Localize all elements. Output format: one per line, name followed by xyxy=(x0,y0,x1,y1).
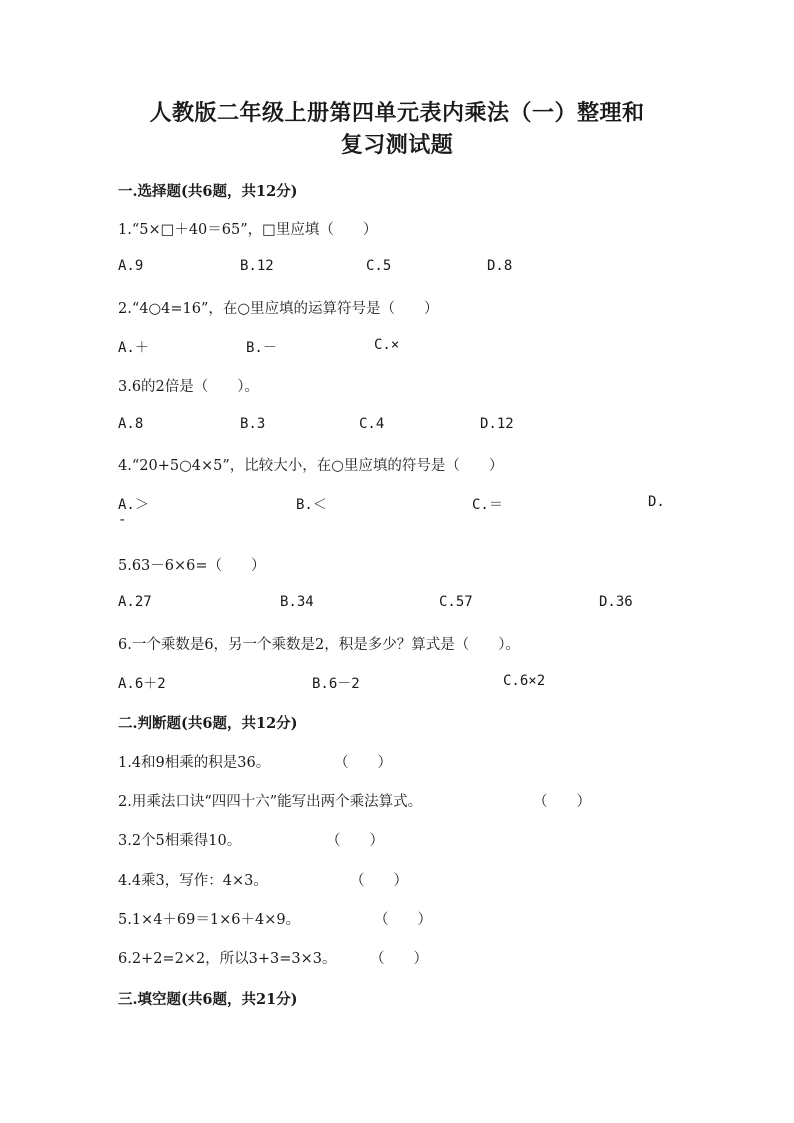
judge-item-4-text: 4.4乘3，写作：4×3。 xyxy=(118,873,268,889)
question-3-option-c: C.4 xyxy=(359,416,385,432)
question-3-option-d: D.12 xyxy=(480,416,514,432)
question-4-option-c: C.＝ xyxy=(472,497,503,513)
judge-item-4-paren: （ ） xyxy=(350,873,408,889)
section-heading-true-false: 二.判断题(共6题，共12分) xyxy=(118,715,298,732)
question-5-option-b: B.34 xyxy=(280,594,314,610)
judge-item-2-paren: （ ） xyxy=(533,794,591,810)
question-1-option-b: B.12 xyxy=(240,258,274,274)
question-1-text: 1.“5×□＋40＝65”，□里应填（ ） xyxy=(118,222,378,238)
judge-item-6-text: 6.2+2=2×2，所以3+3=3×3。 xyxy=(118,951,337,967)
judge-item-3-text: 3.2个5相乘得10。 xyxy=(118,833,242,849)
question-6-text: 6.一个乘数是6，另一个乘数是2，积是多少？算式是（ ）。 xyxy=(118,637,521,653)
judge-item-1-text: 1.4和9相乘的积是36。 xyxy=(118,755,271,771)
question-1-option-a: A.9 xyxy=(118,258,144,274)
question-2-option-b: B.－ xyxy=(246,340,277,356)
document-title-line-1: 人教版二年级上册第四单元表内乘法（一）整理和 xyxy=(149,100,645,126)
document-title-line-2: 复习测试题 xyxy=(340,132,454,158)
question-1-option-d: D.8 xyxy=(487,258,513,274)
question-4-option-d: D. xyxy=(648,494,665,510)
judge-item-6-paren: （ ） xyxy=(370,951,428,967)
question-5-option-d: D.36 xyxy=(599,594,633,610)
question-2-option-a: A.＋ xyxy=(118,340,149,356)
question-2-option-c: C.× xyxy=(374,337,400,353)
question-6-option-b: B.6－2 xyxy=(312,676,360,692)
question-5-text: 5.63－6×6=（ ） xyxy=(118,558,266,574)
question-4-option-a: A.＞ xyxy=(118,497,149,513)
question-5-option-a: A.27 xyxy=(118,594,152,610)
question-3-option-b: B.3 xyxy=(240,416,266,432)
section-heading-fill-blank: 三.填空题(共6题，共21分) xyxy=(118,991,298,1008)
judge-item-2-text: 2.用乘法口诀“四四十六”能写出两个乘法算式。 xyxy=(118,794,423,810)
question-1-option-c: C.5 xyxy=(366,258,392,274)
question-6-option-a: A.6＋2 xyxy=(118,676,166,692)
judge-item-5-text: 5.1×4＋69＝1×6＋4×9。 xyxy=(118,912,301,928)
question-5-option-c: C.57 xyxy=(439,594,473,610)
question-4-option-b: B.＜ xyxy=(296,497,327,513)
question-3-text: 3.6的2倍是（ ）。 xyxy=(118,379,260,395)
question-4-text: 4.“20+5○4×5”，比较大小，在○里应填的符号是（ ） xyxy=(118,458,504,474)
judge-item-5-paren: （ ） xyxy=(374,912,432,928)
question-2-text: 2.“4○4=16”，在○里应填的运算符号是（ ） xyxy=(118,301,439,317)
judge-item-1-paren: （ ） xyxy=(334,755,392,771)
question-4-option-d-wrap: - xyxy=(118,512,127,528)
question-6-option-c: C.6×2 xyxy=(503,673,546,689)
question-3-option-a: A.8 xyxy=(118,416,144,432)
section-heading-choice: 一.选择题(共6题，共12分) xyxy=(118,183,298,200)
judge-item-3-paren: （ ） xyxy=(326,833,384,849)
